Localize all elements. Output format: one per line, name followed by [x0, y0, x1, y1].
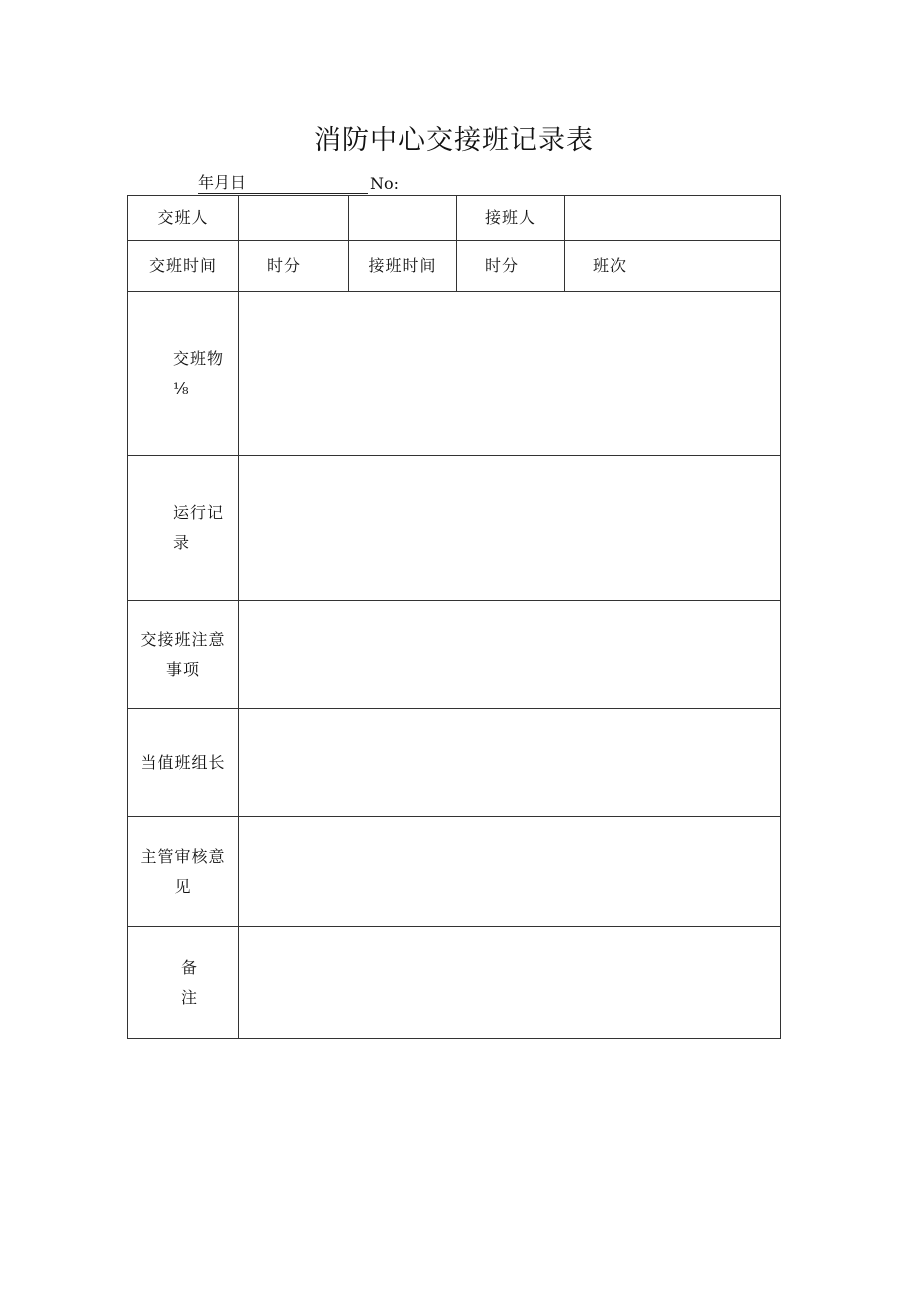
- number-label: No:: [370, 174, 400, 193]
- form-meta-line: [198, 172, 399, 194]
- handover-items-field[interactable]: [239, 292, 781, 456]
- handover-record-table: [127, 195, 781, 1039]
- supervisor-review-field[interactable]: [239, 817, 781, 927]
- table-row-supervisor-review: [128, 817, 781, 927]
- table-row-shift-leader: [128, 709, 781, 817]
- handover-time-field[interactable]: 时分: [239, 241, 349, 292]
- shift-leader-label: 当值班组长: [128, 709, 239, 817]
- handover-notes-field[interactable]: [239, 601, 781, 709]
- table-row-operation-log: [128, 456, 781, 601]
- supervisor-review-label: 主管审核意 见: [128, 817, 239, 927]
- operation-log-field[interactable]: [239, 456, 781, 601]
- shift-leader-field[interactable]: [239, 709, 781, 817]
- date-label: 年月日: [198, 173, 250, 194]
- table-row-persons: [128, 196, 781, 241]
- handover-time-label: 交班时间: [128, 241, 239, 292]
- handover-notes-label: 交接班注意 事项: [128, 601, 239, 709]
- handover-person-extra-field[interactable]: [349, 196, 457, 241]
- receive-time-field[interactable]: 时分: [457, 241, 565, 292]
- handover-items-label: 交班物 ⅛: [128, 292, 239, 456]
- table-row-times: [128, 241, 781, 292]
- table-row-remarks: [128, 927, 781, 1039]
- remarks-label: 备 注: [128, 927, 239, 1039]
- remarks-field[interactable]: [239, 927, 781, 1039]
- receive-time-label: 接班时间: [349, 241, 457, 292]
- handover-person-field[interactable]: [239, 196, 349, 241]
- table-row-handover-items: [128, 292, 781, 456]
- operation-log-label: 运行记 录: [128, 456, 239, 601]
- table-row-handover-notes: [128, 601, 781, 709]
- receiver-label: 接班人: [457, 196, 565, 241]
- form-title: 消防中心交接班记录表: [314, 125, 594, 156]
- shift-field[interactable]: 班次: [565, 241, 781, 292]
- receiver-field[interactable]: [565, 196, 781, 241]
- date-fill-line[interactable]: [250, 173, 368, 194]
- handover-person-label: 交班人: [128, 196, 239, 241]
